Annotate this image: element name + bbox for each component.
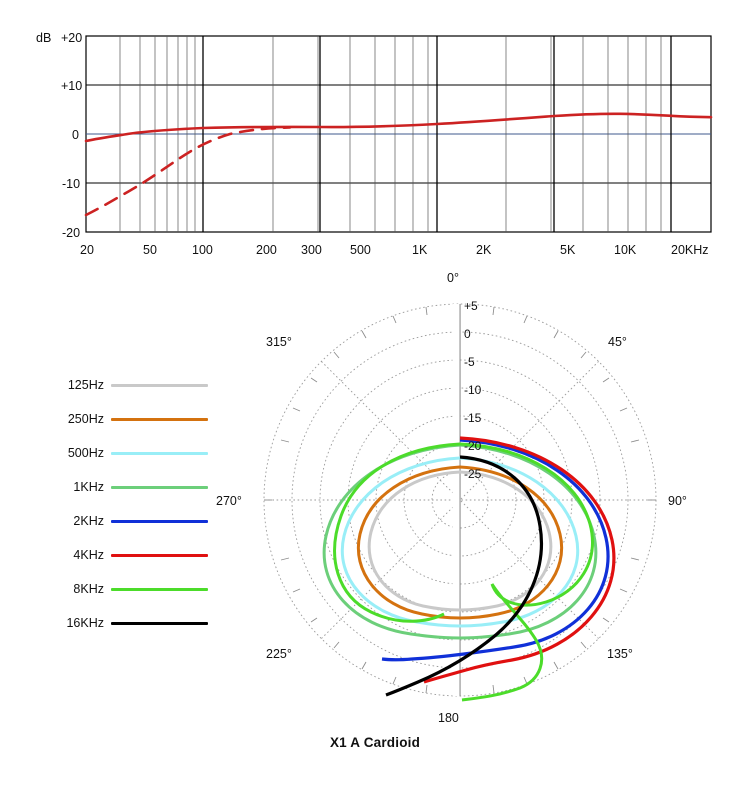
legend-swatch-125hz bbox=[111, 384, 208, 387]
polar-r-tick-minus20: -20 bbox=[464, 439, 482, 453]
legend bbox=[38, 368, 208, 640]
legend-label-1khz: 1KHz bbox=[73, 480, 104, 494]
polar-r-tick-minus25: -25 bbox=[464, 467, 482, 481]
chart-caption: X1 A Cardioid bbox=[329, 735, 421, 750]
polar-angle-90: 90° bbox=[668, 494, 687, 508]
polar-angle-45: 45° bbox=[608, 335, 627, 349]
legend-item-4khz bbox=[38, 538, 208, 572]
polar-angle-270: 270° bbox=[216, 494, 242, 508]
legend-item-250hz bbox=[38, 402, 208, 436]
freq-x-tick-100: 100 bbox=[192, 243, 213, 257]
legend-swatch-4khz bbox=[111, 554, 208, 557]
legend-item-125hz bbox=[38, 368, 208, 402]
legend-swatch-250hz bbox=[111, 418, 208, 421]
legend-item-1khz bbox=[38, 470, 208, 504]
freq-x-tick-10k: 10K bbox=[614, 243, 637, 257]
freq-y-tick-10: +10 bbox=[61, 79, 83, 93]
freq-x-tick-5k: 5K bbox=[560, 243, 576, 257]
legend-label-4khz: 4KHz bbox=[73, 548, 104, 562]
polar-r-tick-minus15: -15 bbox=[464, 411, 482, 425]
polar-angle-225: 225° bbox=[266, 647, 292, 661]
legend-item-500hz bbox=[38, 436, 208, 470]
legend-label-2khz: 2KHz bbox=[73, 514, 104, 528]
freq-x-tick-1k: 1K bbox=[412, 243, 428, 257]
freq-x-tick-300: 300 bbox=[301, 243, 322, 257]
frequency-response-chart bbox=[0, 0, 750, 270]
legend-swatch-16khz bbox=[111, 622, 208, 625]
legend-swatch-2khz bbox=[111, 520, 208, 523]
legend-item-8khz bbox=[38, 572, 208, 606]
freq-x-tick-200: 200 bbox=[256, 243, 277, 257]
polar-r-tick-plus5: +5 bbox=[464, 299, 478, 313]
freq-y-tick-0: 0 bbox=[72, 128, 79, 142]
freq-x-tick-20khz: 20KHz bbox=[671, 243, 709, 257]
frequency-response-svg bbox=[0, 0, 750, 270]
freq-y-tick-minus10: -10 bbox=[62, 177, 81, 191]
freq-x-tick-2k: 2K bbox=[476, 243, 492, 257]
freq-y-axis-title: dB bbox=[36, 31, 52, 45]
legend-swatch-1khz bbox=[111, 486, 208, 489]
polar-r-tick-minus10: -10 bbox=[464, 383, 482, 397]
polar-angle-315: 315° bbox=[266, 335, 292, 349]
legend-label-125hz: 125Hz bbox=[67, 378, 104, 392]
freq-y-tick-20: +20 bbox=[61, 31, 83, 45]
legend-item-16khz bbox=[38, 606, 208, 640]
freq-x-tick-50: 50 bbox=[143, 243, 157, 257]
polar-r-tick-0: 0 bbox=[464, 327, 471, 341]
freq-x-tick-500: 500 bbox=[350, 243, 371, 257]
legend-swatch-500hz bbox=[111, 452, 208, 455]
polar-r-tick-minus5: -5 bbox=[464, 355, 475, 369]
legend-swatch-8khz bbox=[111, 588, 208, 591]
polar-angle-180: 180 bbox=[438, 711, 459, 725]
polar-angle-0: 0° bbox=[447, 271, 459, 285]
legend-label-16khz: 16KHz bbox=[66, 616, 104, 630]
legend-label-250hz: 250Hz bbox=[67, 412, 104, 426]
legend-label-500hz: 500Hz bbox=[67, 446, 104, 460]
legend-item-2khz bbox=[38, 504, 208, 538]
freq-x-tick-20: 20 bbox=[80, 243, 94, 257]
polar-angle-135: 135° bbox=[607, 647, 633, 661]
legend-label-8khz: 8KHz bbox=[73, 582, 104, 596]
freq-y-tick-minus20: -20 bbox=[62, 226, 81, 240]
